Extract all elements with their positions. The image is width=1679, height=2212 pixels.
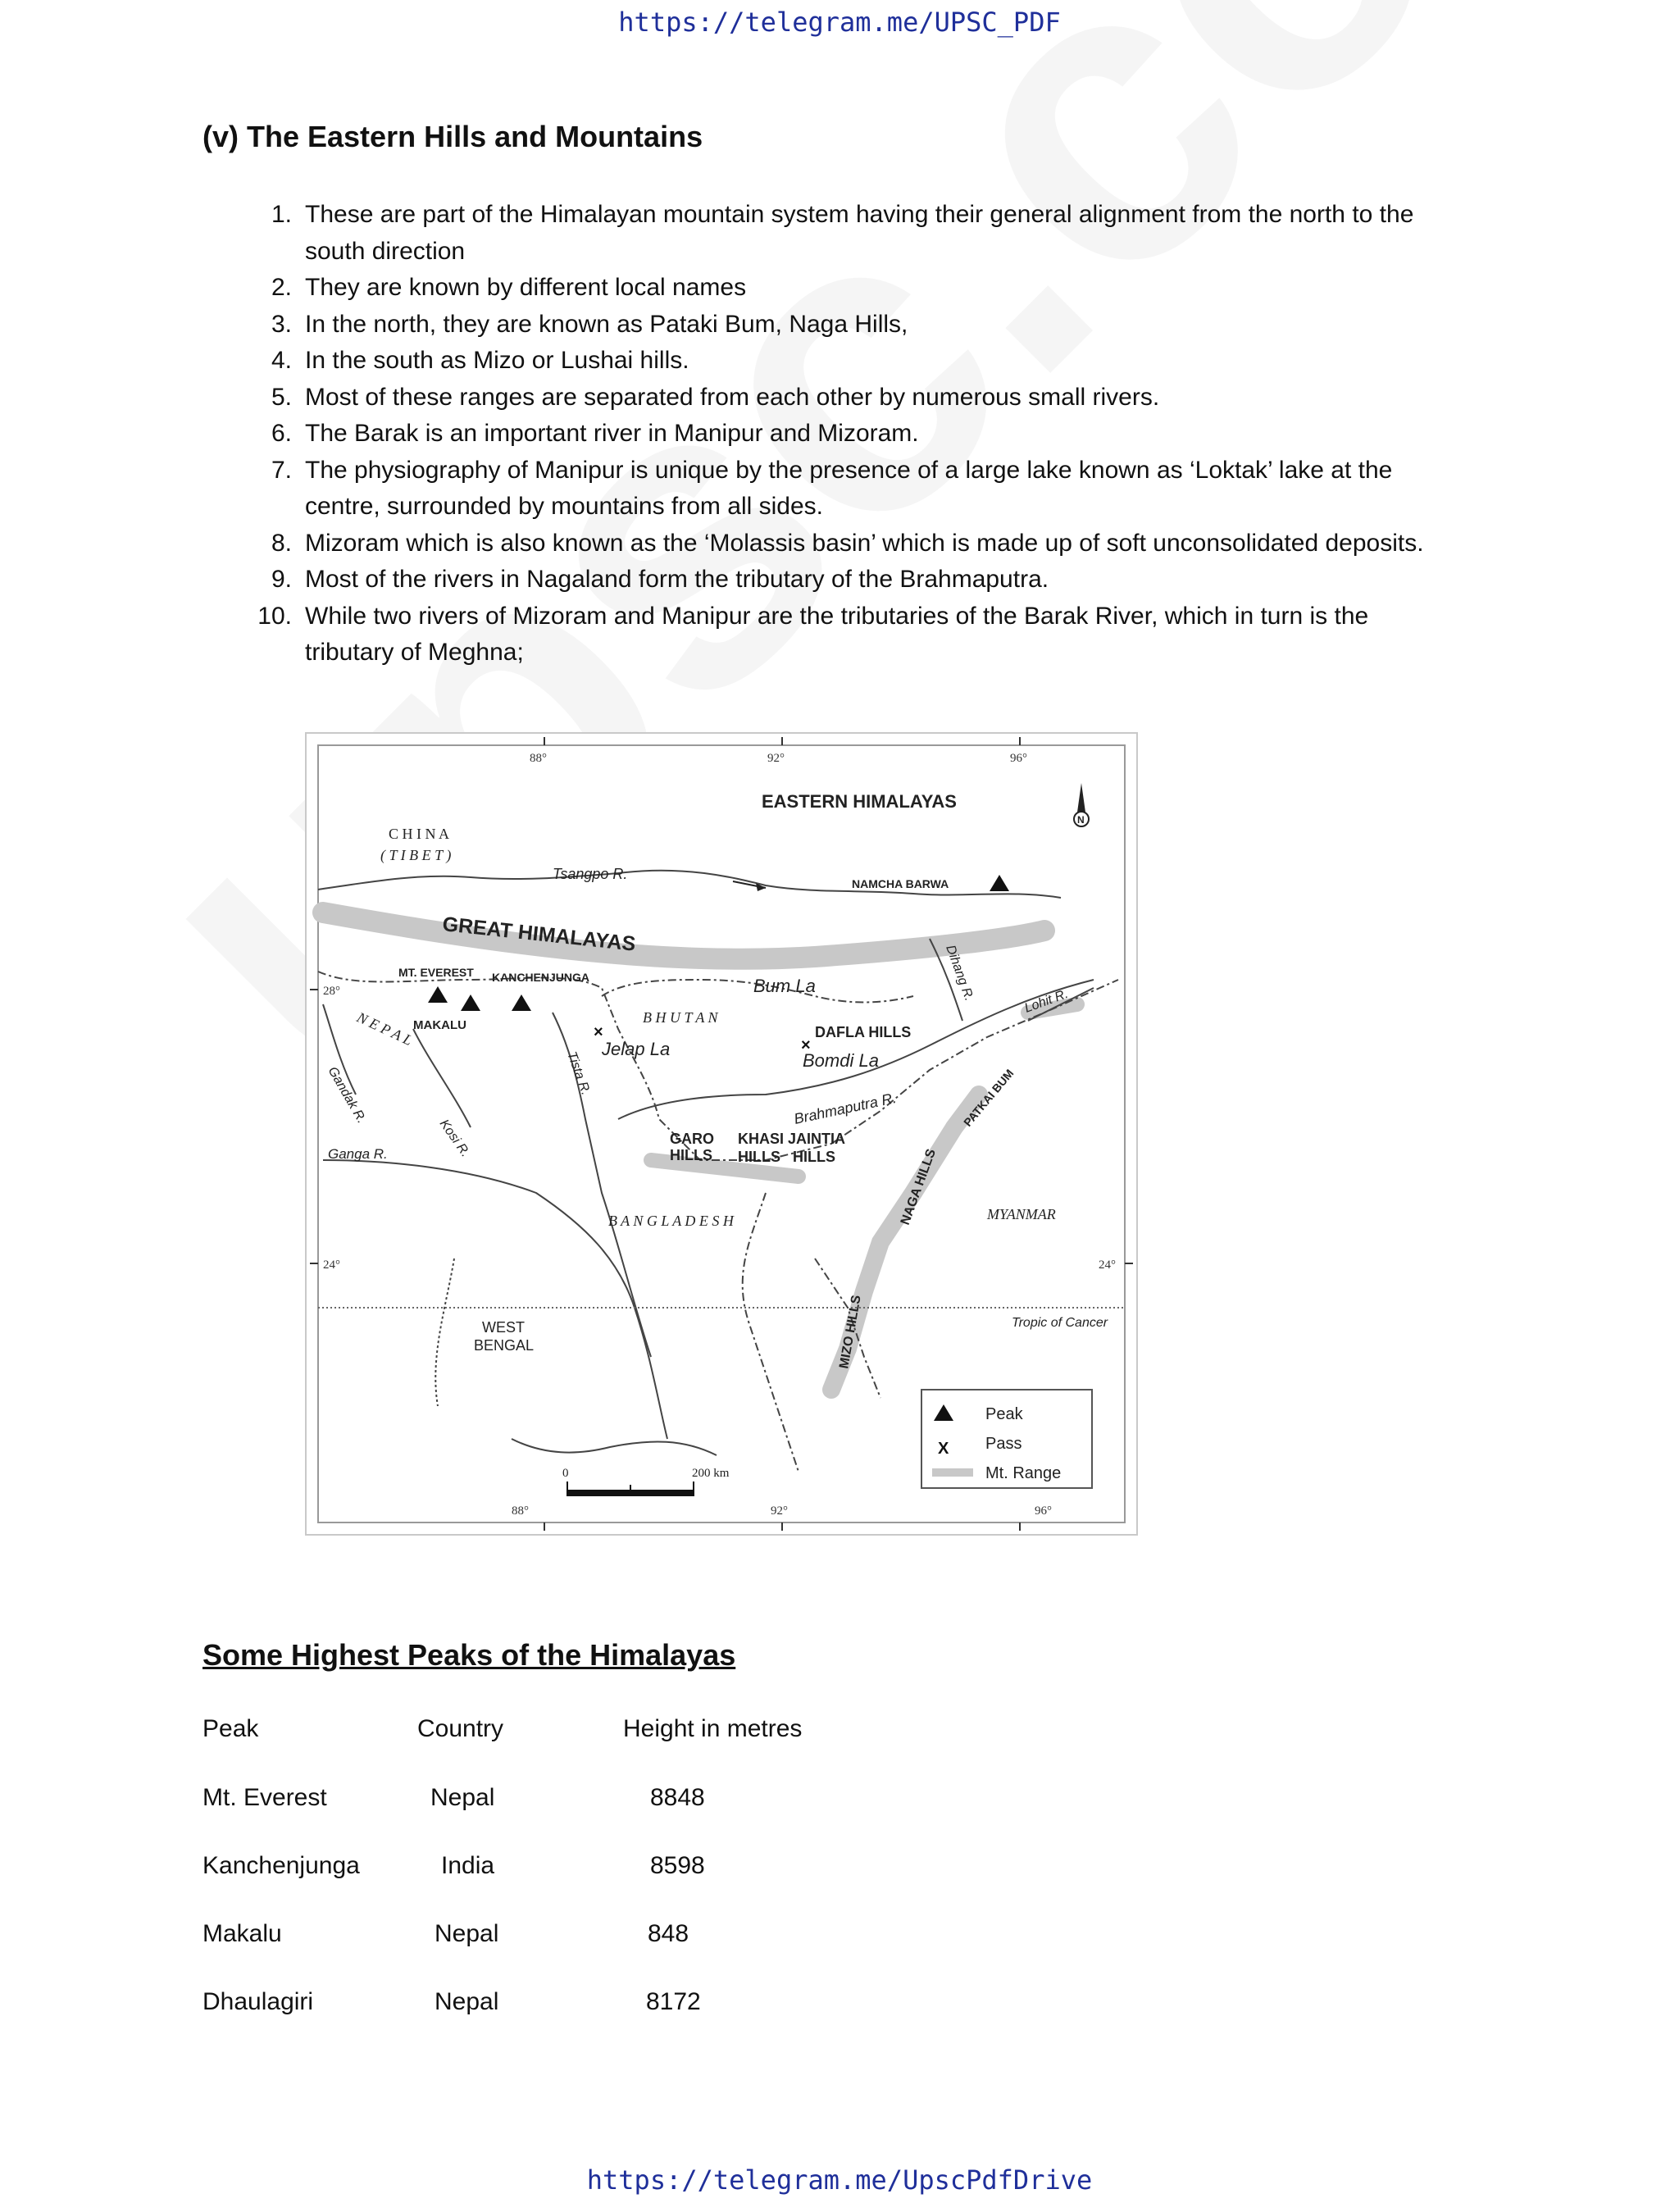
label-dihang: Dihang R. [943, 943, 976, 1004]
label-tropic-of-cancer: Tropic of Cancer [1012, 1316, 1108, 1330]
list-item [246, 197, 1459, 270]
footer-link[interactable]: https://telegram.me/UpscPdfDrive [586, 2164, 1093, 2196]
label-bhutan: B H U T A N [643, 1009, 718, 1026]
label-khasi-jaintia-2: HILLS HILLS [738, 1149, 835, 1165]
pass-marker-bomdi: × [801, 1036, 811, 1054]
peaks-heading: Some Highest Peaks of the Himalayas [202, 1638, 736, 1672]
list-text: These are part of the Himalayan mountain system having their general alignment from the north to the south direction [305, 201, 1414, 265]
header-height: Height in metres [623, 1715, 803, 1742]
list-text: The Barak is an important river in Manipur and Mizoram. [305, 420, 919, 447]
list-item [246, 380, 1459, 416]
label-myanmar: MYANMAR [987, 1206, 1056, 1222]
legend-range-symbol [932, 1468, 973, 1477]
label-bengal: BENGAL [474, 1337, 535, 1354]
label-dafla-hills: DAFLA HILLS [815, 1024, 912, 1040]
list-text: Most of these ranges are separated from each other by numerous small rivers. [305, 383, 1160, 411]
label-nepal: N E P A L [354, 1008, 416, 1049]
list-item [246, 526, 1459, 562]
label-bangladesh: B A N G L A D E S H [608, 1213, 734, 1229]
label-tsangpo: Tsangpo R. [553, 866, 628, 882]
list-item [246, 599, 1459, 671]
header-country: Country [417, 1715, 504, 1742]
list-text: In the south as Mizo or Lushai hills. [305, 347, 689, 374]
pass-marker-jelap: × [594, 1023, 603, 1041]
label-jelap-la: Jelap La [602, 1039, 671, 1059]
label-patkai-bum: PATKAI BUM [961, 1066, 1017, 1129]
tick-top-88: 88° [530, 752, 547, 765]
cell-peak: Mt. Everest [202, 1784, 327, 1811]
scale-bar [562, 1467, 730, 1496]
cell-height: 8848 [650, 1784, 705, 1811]
tick-bottom-88: 88° [512, 1504, 529, 1518]
list-number: 6. [271, 420, 292, 447]
peak-makalu [461, 994, 480, 1011]
list-number: 3. [271, 310, 292, 338]
label-everest: MT. EVEREST [398, 966, 474, 979]
cell-height: 8598 [650, 1852, 705, 1879]
cell-country: Nepal [430, 1784, 495, 1811]
label-bum-la: Bum La [753, 976, 816, 996]
list-number: 8. [271, 529, 292, 557]
map-legend [921, 1390, 1092, 1488]
label-ganga: Ganga R. [328, 1146, 388, 1162]
label-mizo-hills: MIZO HILLS [837, 1294, 864, 1370]
list-item [246, 270, 1459, 307]
section-title: (v) The Eastern Hills and Mountains [202, 120, 703, 153]
header-peak: Peak [202, 1715, 259, 1742]
list-text: Mizoram which is also known as the ‘Molassis basin’ which is made up of soft unconsolidated deposits. [305, 529, 1424, 557]
peak-everest [428, 986, 448, 1003]
label-tista: Tista R. [564, 1049, 594, 1098]
header-link[interactable]: https://telegram.me/UPSC_PDF [618, 7, 1061, 38]
tista-river [553, 1013, 651, 1357]
coastline [512, 1439, 717, 1455]
cell-country: India [441, 1852, 495, 1879]
tick-left-28: 28° [323, 985, 340, 998]
tick-bottom-96: 96° [1035, 1504, 1052, 1518]
list-item [246, 562, 1459, 599]
cell-country: Nepal [435, 1988, 499, 2015]
list-number: 10. [257, 602, 292, 630]
legend-pass-symbol: X [938, 1440, 949, 1458]
cell-peak: Makalu [202, 1920, 282, 1947]
north-label: N [1077, 814, 1085, 826]
tick-left-24: 24° [323, 1258, 340, 1272]
peak-kanchenjunga [512, 994, 531, 1011]
list-number: 4. [271, 347, 292, 374]
label-tibet: ( T I B E T ) [380, 847, 452, 863]
label-garo-1: GARO [670, 1131, 714, 1147]
label-kosi: Kosi R. [436, 1117, 473, 1160]
legend-peak-label: Peak [985, 1405, 1023, 1423]
label-gandak: Gandak R. [325, 1064, 369, 1126]
cell-peak: Kanchenjunga [202, 1852, 360, 1879]
list-text: In the north, they are known as Pataki Bum, Naga Hills, [305, 310, 908, 338]
cell-country: Nepal [435, 1920, 499, 1947]
label-west: WEST [482, 1319, 525, 1336]
kosi-river [413, 1029, 471, 1127]
scale-zero: 0 [562, 1467, 569, 1480]
legend-pass-label: Pass [985, 1435, 1022, 1453]
map-title: EASTERN HIMALAYAS [762, 791, 957, 812]
bangladesh-east-boundary [743, 1193, 799, 1472]
cell-height: 8172 [646, 1988, 701, 2015]
label-lohit: Lohit R. [1022, 986, 1071, 1016]
list-number: 1. [271, 201, 292, 228]
label-brahmaputra: Brahmaputra R. [792, 1089, 899, 1127]
label-china: C H I N A [389, 826, 450, 842]
list-item [246, 307, 1459, 344]
label-great-himalayas: GREAT HIMALAYAS [441, 913, 637, 956]
label-makalu: MAKALU [413, 1018, 466, 1032]
west-bengal-boundary [435, 1258, 454, 1406]
list-item [246, 343, 1459, 380]
label-garo-2: HILLS [670, 1147, 712, 1163]
list-item [246, 416, 1459, 453]
label-naga-hills: NAGA HILLS [898, 1147, 939, 1227]
tsangpo-river [318, 871, 1061, 898]
list-number: 5. [271, 383, 292, 411]
list-text: While two rivers of Mizoram and Manipur are the tributaries of the Barak River, which in turn is the tributary of Meghna; [305, 602, 1369, 666]
label-namcha-barwa: NAMCHA BARWA [852, 877, 949, 890]
label-khasi-jaintia-1: KHASI JAINTIA [738, 1131, 846, 1147]
list-text: Most of the rivers in Nagaland form the tributary of the Brahmaputra. [305, 566, 1049, 593]
peak-namcha-barwa [990, 875, 1009, 891]
label-bomdi-la: Bomdi La [803, 1050, 879, 1071]
north-arrow [1074, 783, 1089, 826]
cell-peak: Dhaulagiri [202, 1988, 314, 2015]
legend-range-label: Mt. Range [985, 1464, 1062, 1482]
cell-height: 848 [648, 1920, 689, 1947]
list-item [246, 453, 1459, 526]
tick-right-24: 24° [1099, 1258, 1116, 1272]
scale-200km: 200 km [692, 1467, 730, 1480]
eastern-himalayas-map [305, 732, 1138, 1536]
list-number: 7. [271, 456, 292, 484]
list-number: 9. [271, 566, 292, 593]
tick-bottom-92: 92° [771, 1504, 788, 1518]
list-number: 2. [271, 274, 292, 301]
points-list [246, 197, 1459, 671]
list-text: The physiography of Manipur is unique by the presence of a large lake known as ‘Loktak’ lake at the centre, surrounded by mountains from all sides. [305, 456, 1393, 520]
tick-top-96: 96° [1010, 752, 1027, 765]
label-kanchenjunga: KANCHENJUNGA [492, 971, 590, 984]
ganga-river [323, 1160, 667, 1439]
tick-top-92: 92° [767, 752, 785, 765]
list-text: They are known by different local names [305, 274, 747, 301]
